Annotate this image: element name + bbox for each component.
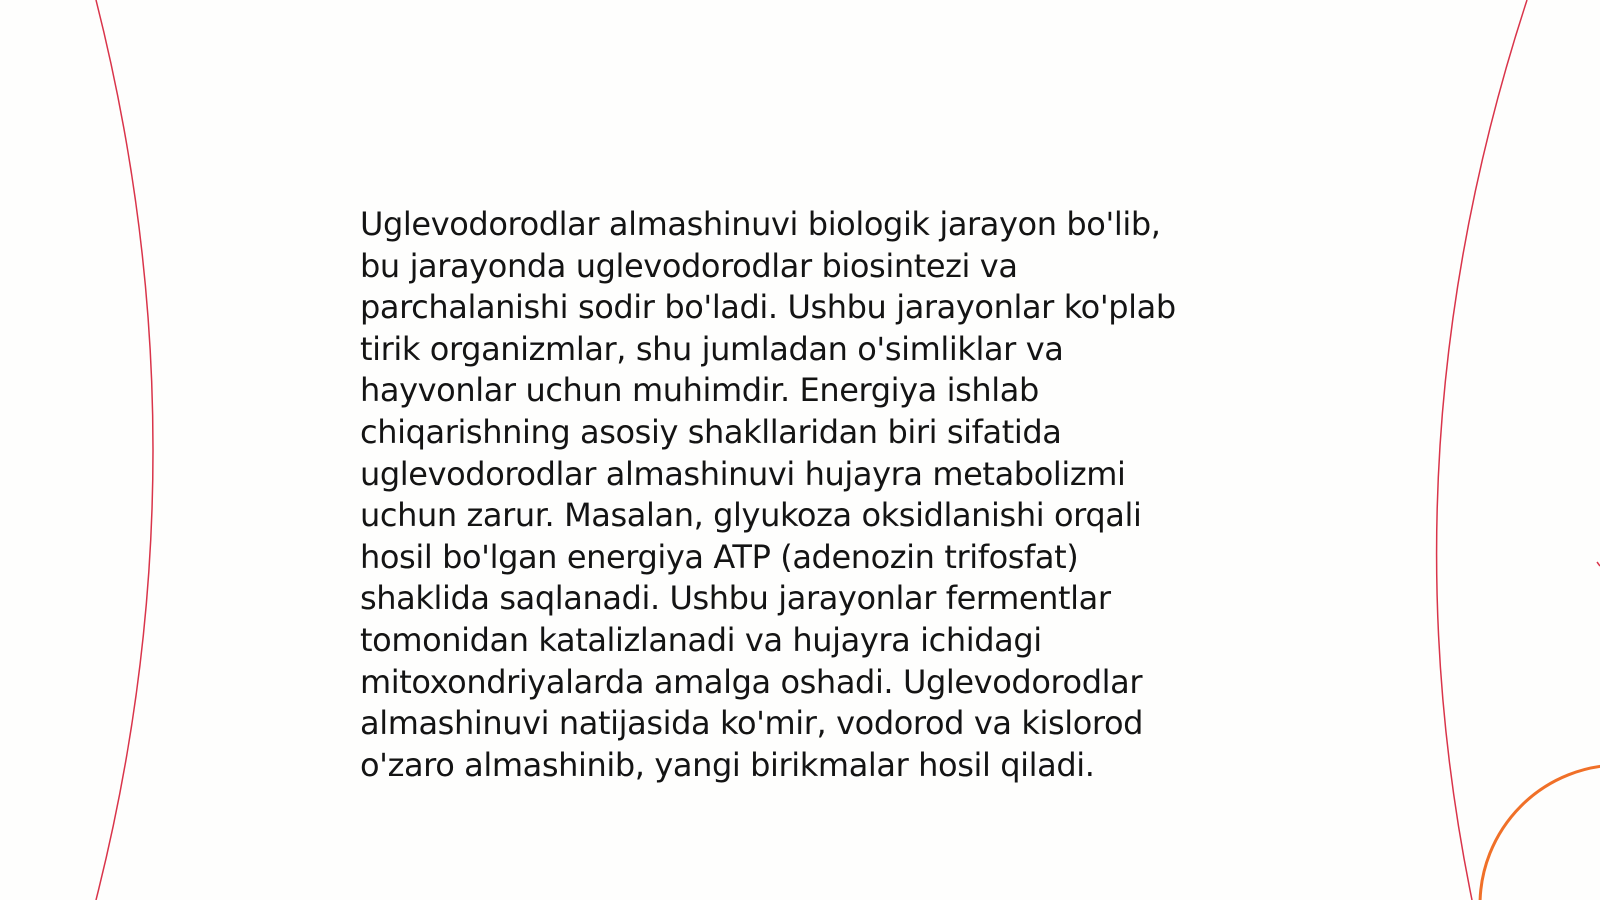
text-line: tirik organizmlar, shu jumladan o'simliklar va (360, 329, 1064, 368)
text-line: chiqarishning asosiy shakllaridan biri sifatida (360, 412, 1062, 451)
text-line: uchun zarur. Masalan, glyukoza oksidlanishi orqali (360, 496, 1142, 535)
body-paragraph (360, 204, 1220, 786)
text-line: shaklida saqlanadi. Ushbu jarayonlar fermentlar (360, 579, 1111, 618)
text-line: uglevodorodlar almashinuvi hujayra metabolizmi (360, 454, 1126, 493)
text-line: bu jarayonda uglevodorodlar biosintezi va (360, 246, 1018, 285)
text-line: o'zaro almashinib, yangi birikmalar hosil qiladi. (360, 745, 1095, 784)
corner-circle-outline (1480, 765, 1600, 900)
text-line: Uglevodorodlar almashinuvi biologik jarayon bo'lib, (360, 205, 1161, 243)
text-line: mitoxondriyalarda amalga oshadi. Uglevodorodlar (360, 662, 1143, 701)
right-arc-line (1437, 0, 1527, 900)
text-line: tomonidan katalizlanadi va hujayra ichidagi (360, 620, 1042, 659)
text-line: hosil bo'lgan energiya ATP (adenozin trifosfat) (360, 537, 1079, 576)
text-line: hayvonlar uchun muhimdir. Energiya ishlab (360, 371, 1039, 410)
left-arc-line (96, 0, 153, 900)
text-line: parchalanishi sodir bo'ladi. Ushbu jarayonlar ko'plab (360, 288, 1176, 327)
text-line: almashinuvi natijasida ko'mir, vodorod va kislorod (360, 704, 1144, 743)
